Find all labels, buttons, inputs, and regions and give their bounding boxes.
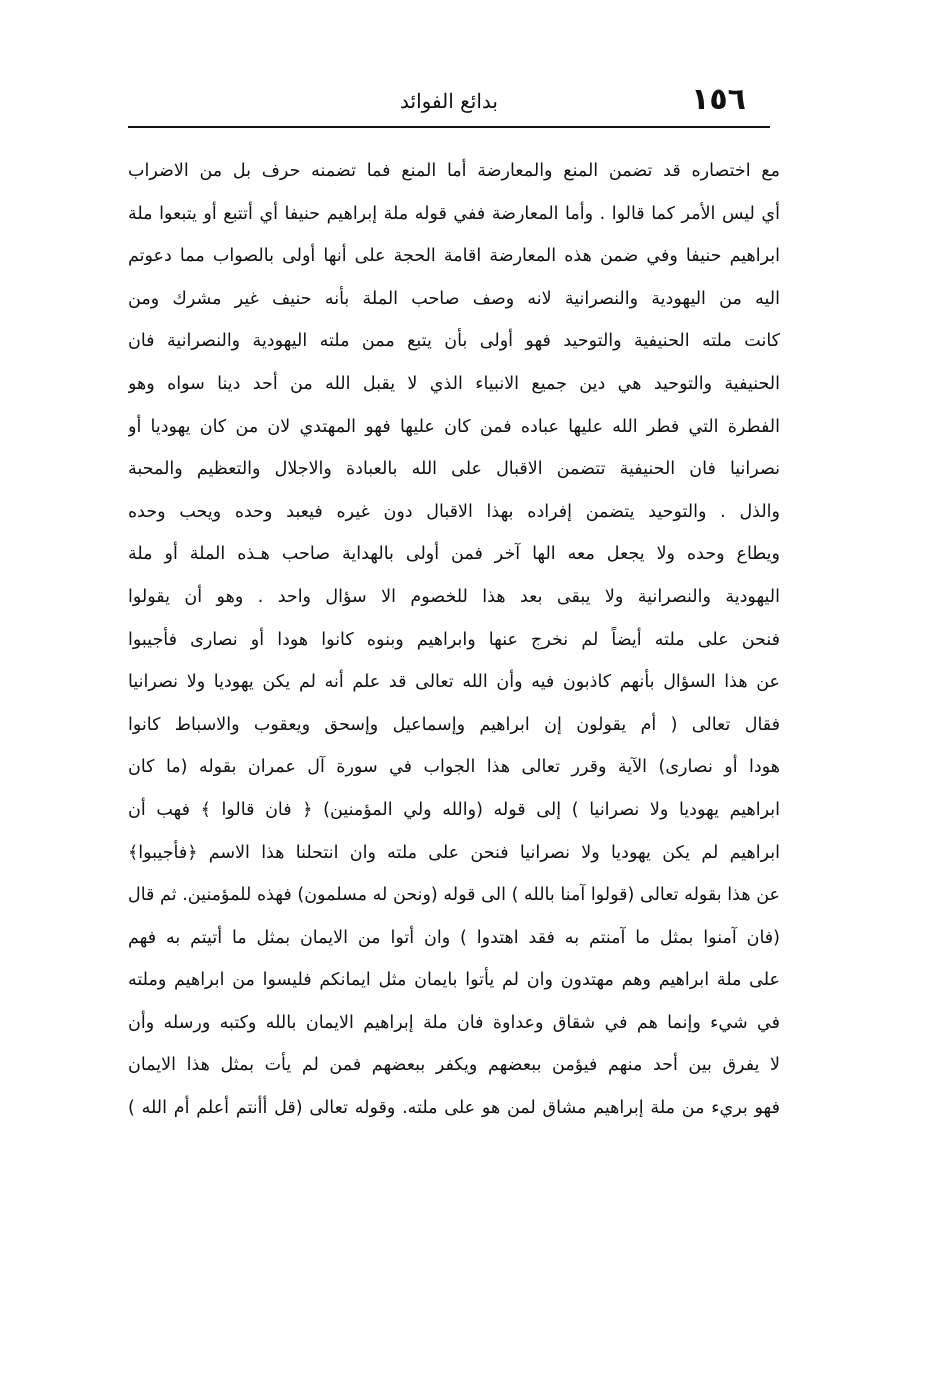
- text-line: ابراهيم يهوديا ولا نصرانيا ) إلى قوله (والله ولي المؤمنين) ﴿ فان قالوا ﴾ فهب أن: [128, 799, 780, 820]
- text-line: (فان آمنوا بمثل ما آمنتم به فقد اهتدوا ) وان أتوا من الايمان بمثل ما أتيتم به فهم: [128, 927, 780, 948]
- text-line: فنحن على ملته أيضاً لم نخرج عنها وابراهيم وبنوه كانوا هودا أو نصارى فأجيبوا: [128, 629, 780, 650]
- text-line: في شيء وإنما هم في شقاق وعداوة فان ملة إبراهيم الايمان بالله وكتبه ورسله وأن: [128, 1012, 780, 1033]
- text-line: ابراهيم حنيفا وفي ضمن هذه المعارضة اقامة الحجة على أنها أولى بالصواب مما دعوتم: [128, 246, 780, 267]
- text-line: الحنيفية والتوحيد هي دين جميع الانبياء الذي لا يقبل الله من أحد دينا سواه وهو: [128, 373, 780, 394]
- text-line: هودا أو نصارى) الآية وقرر تعالى هذا الجواب في سورة آل عمران بقوله (ما كان: [128, 757, 780, 778]
- page-number: ١٥٦: [691, 82, 746, 117]
- text-line: الفطرة التي فطر الله عليها عباده فمن كان عليها فهو المهتدي لان من كان يهوديا أو: [128, 416, 780, 437]
- text-line: على ملة ابراهيم وهم مهتدون وان لم يأتوا بايمان مثل ايمانكم فليسوا من ابراهيم وملته: [128, 970, 780, 991]
- text-line: مع اختصاره قد تضمن المنع والمعارضة أما المنع فما تضمنه حرف بل من الاضراب: [128, 161, 780, 181]
- text-line: ابراهيم لم يكن يهوديا ولا نصرانيا فنحن على ملته وان انتحلنا هذا الاسم ﴿فأجيبوا﴾: [128, 842, 780, 863]
- text-line: اليهودية والنصرانية ولا يبقى بعد هذا للخصوم الا سؤال واحد . وهو أن يقولوا: [128, 586, 780, 607]
- text-line: أي ليس الأمر كما قالوا . وأما المعارضة ففي قوله ملة إبراهيم حنيفا أي أتتبع أو يتبعوا ملة: [128, 203, 780, 224]
- text-line: كانت ملته الحنيفية والتوحيد فهو أولى بأن يتبع ممن ملته اليهودية والنصرانية فان: [128, 331, 780, 352]
- text-line: فهو بريء من ملة إبراهيم مشاق لمن هو على ملته. وقوله تعالى (قل أأنتم أعلم أم الله ): [128, 1098, 780, 1119]
- text-line: لا يفرق بين أحد منهم فيؤمن ببعضهم ويكفر ببعضهم فمن لم يأت بمثل هذا الايمان: [128, 1055, 780, 1076]
- text-line: نصرانيا فان الحنيفية تتضمن الاقبال على الله بالعبادة والاجلال والتعظيم والمحبة: [128, 459, 780, 480]
- text-line: عن هذا السؤال بأنهم كاذبون فيه وأن الله تعالى قد علم أنه لم يكن يهوديا ولا نصرانيا: [128, 672, 780, 693]
- body-text: [128, 150, 780, 1130]
- text-line: عن هذا بقوله تعالى (قولوا آمنا بالله ) الى قوله (ونحن له مسلمون) فهذه للمؤمنين. ثم قال: [128, 885, 780, 906]
- page-header: [128, 80, 770, 124]
- text-line: فقال تعالى ( أم يقولون إن ابراهيم وإسماعيل وإسحق ويعقوب والاسباط كانوا: [128, 714, 780, 735]
- text-line: اليه من اليهودية والنصرانية لانه وصف صاحب الملة بأنه حنيف غير مشرك ومن: [128, 288, 780, 309]
- header-divider: [128, 126, 770, 128]
- text-line: والذل . والتوحيد يتضمن إفراده بهذا الاقبال دون غيره فيعبد وحده ويحب وحده: [128, 501, 780, 522]
- text-line: ويطاع وحده ولا يجعل معه الها آخر فمن أولى بالهداية صاحب هـذه الملة أو ملة: [128, 544, 780, 565]
- running-title: بدائع الفوائد: [400, 89, 498, 113]
